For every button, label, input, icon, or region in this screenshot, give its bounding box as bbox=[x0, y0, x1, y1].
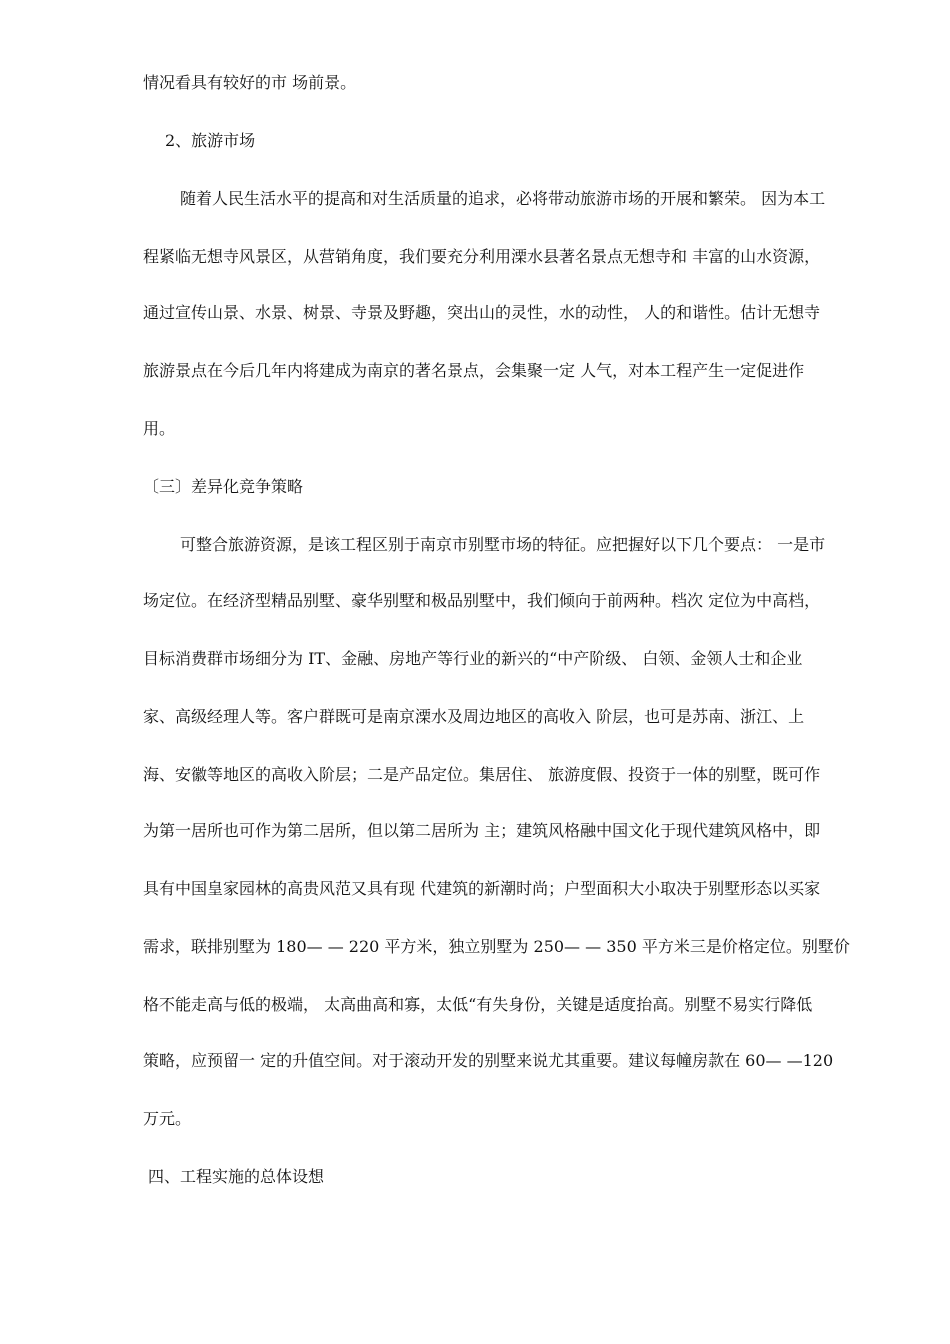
paragraph-line: 万元。 bbox=[143, 1109, 192, 1128]
paragraph-line: 可整合旅游资源，是该工程区别于南京市别墅市场的特征。应把握好以下几个要点： 一是市 bbox=[180, 535, 826, 554]
paragraph-line: 格不能走高与低的极端， 太高曲高和寡，太低“有失身份，关键是适度抬高。别墅不易实行降低 bbox=[143, 995, 813, 1014]
section-heading-tourism-market: 2、旅游市场 bbox=[165, 131, 256, 150]
paragraph-line: 用。 bbox=[143, 419, 176, 438]
paragraph-line: 通过宣传山景、水景、树景、寺景及野趣，突出山的灵性，水的动性， 人的和谐性。估计无想寺 bbox=[143, 303, 821, 322]
paragraph-line: 目标消费群市场细分为 IT、金融、房地产等行业的新兴的“中产阶级、 白领、金领人士和企业 bbox=[143, 649, 803, 668]
paragraph-line: 场定位。在经济型精品别墅、豪华别墅和极品别墅中，我们倾向于前两种。档次 定位为中高档， bbox=[143, 591, 821, 610]
paragraph-line: 为第一居所也可作为第二居所，但以第二居所为 主；建筑风格融中国文化于现代建筑风格中，即 bbox=[143, 821, 821, 840]
paragraph-line: 需求，联排别墅为 180— — 220 平方米，独立别墅为 250— — 350 平方米三是价格定位。别墅价 bbox=[143, 937, 850, 956]
paragraph-line: 海、安徽等地区的高收入阶层；二是产品定位。集居住、 旅游度假、投资于一体的别墅，既可作 bbox=[143, 765, 821, 784]
section-heading-implementation: 四、工程实施的总体设想 bbox=[148, 1167, 325, 1186]
paragraph-line: 家、高级经理人等。客户群既可是南京溧水及周边地区的高收入 阶层，也可是苏南、浙江、上 bbox=[143, 707, 805, 726]
paragraph-line: 随着人民生活水平的提高和对生活质量的追求，必将带动旅游市场的开展和繁荣。 因为本工 bbox=[180, 189, 826, 208]
paragraph-line: 程紧临无想寺风景区，从营销角度，我们要充分利用溧水县著名景点无想寺和 丰富的山水资源， bbox=[143, 247, 821, 266]
paragraph-line: 旅游景点在今后几年内将建成为南京的著名景点，会集聚一定 人气，对本工程产生一定促进作 bbox=[143, 361, 805, 380]
paragraph-line: 具有中国皇家园林的高贵风范又具有现 代建筑的新潮时尚；户型面积大小取决于别墅形态以买家 bbox=[143, 879, 821, 898]
paragraph-line: 情况看具有较好的市 场前景。 bbox=[143, 73, 357, 92]
paragraph-line: 策略，应预留一 定的升值空间。对于滚动开发的别墅来说尤其重要。建议每幢房款在 60— —120 bbox=[143, 1051, 834, 1070]
section-heading-differentiation: 〔三〕差异化竞争策略 bbox=[143, 477, 304, 496]
